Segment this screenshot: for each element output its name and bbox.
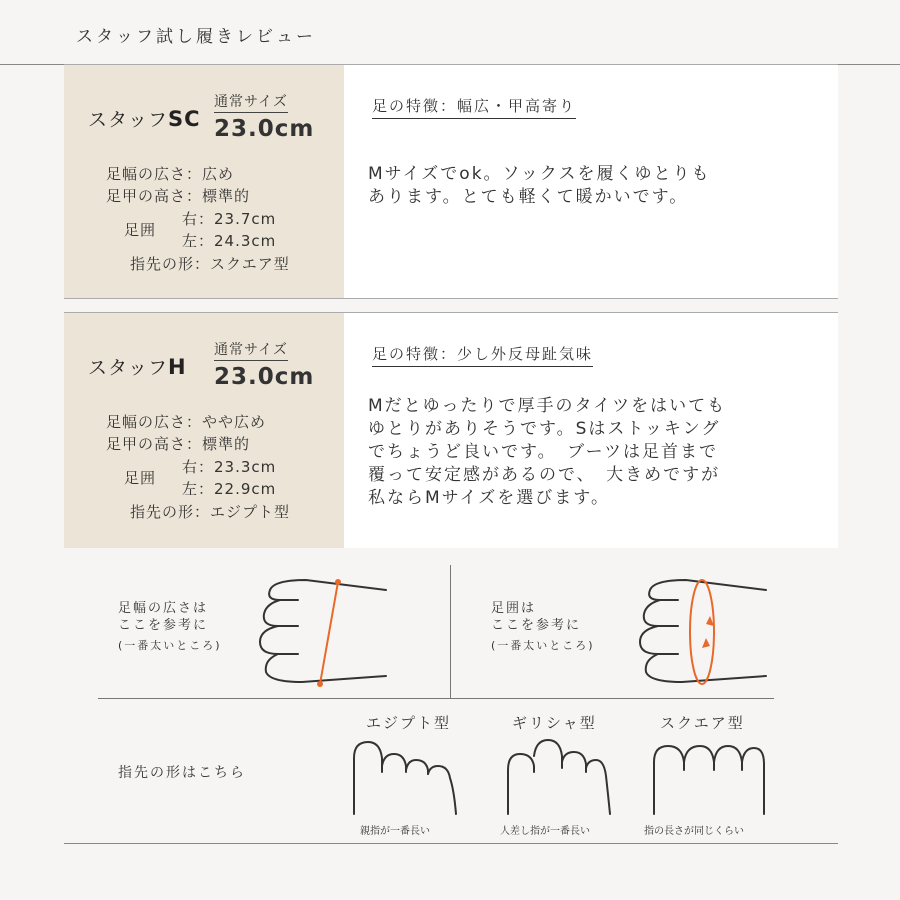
width-guide-line2: ここを参考に (118, 618, 209, 633)
toe-shape-label: 指先の形： (130, 255, 211, 273)
toe-shape-label: 指先の形： (130, 503, 211, 521)
staff-name-suffix: H (168, 355, 187, 379)
instep-height (106, 433, 250, 454)
review-comment: Mサイズでok。ソックスを履くゆとりも あります。とても軽くて暖かいです。 (368, 164, 711, 207)
toe-shape-value: エジプト型 (210, 503, 291, 521)
girth-guide-line1: 足囲は (491, 601, 537, 616)
usual-size-value: 23.0cm (214, 116, 315, 142)
foot-width (106, 411, 266, 432)
review-comment-panel (344, 65, 838, 298)
review-card-sc (64, 64, 838, 299)
foot-width-value: やや広め (202, 413, 267, 431)
girth-guide-note (491, 600, 595, 654)
shape-title-greek: ギリシャ型 (512, 714, 597, 732)
usual-size-label: 通常サイズ (214, 91, 288, 113)
instep-height-value: 標準的 (202, 187, 251, 205)
staff-name-prefix: スタッフ (88, 357, 169, 379)
shape-title-square: スクエア型 (660, 714, 745, 732)
shape-desc-greek: 人差し指が一番長い (500, 826, 590, 837)
girth-right: 右：23.7cm (182, 210, 277, 228)
girth-left: 左：22.9cm (182, 480, 277, 498)
width-guide-line1: 足幅の広さは (118, 601, 209, 616)
page-title: スタッフ試し履きレビュー (76, 27, 316, 47)
shape-title-egyptian: エジプト型 (366, 714, 452, 732)
guide-divider-vertical (450, 565, 451, 698)
staff-name-prefix: スタッフ (88, 109, 169, 131)
review-comment-panel (344, 313, 838, 548)
review-profile-panel (64, 313, 344, 548)
instep-height-value: 標準的 (202, 435, 251, 453)
staff-name (88, 353, 187, 380)
shape-desc-square: 指の長さが同じくらい (644, 826, 744, 837)
foot-width-label: 足幅の広さ： (106, 413, 203, 431)
greek-toe-icon (504, 736, 616, 818)
page-header (0, 0, 900, 65)
toe-guide-note: 指先の形はこちら (118, 765, 246, 781)
egyptian-toe-icon (350, 738, 462, 818)
square-toe-icon (650, 740, 768, 818)
review-profile-panel (64, 65, 344, 298)
guide-bottom-border (64, 843, 838, 844)
foot-feature: 足の特徴：幅広・甲高寄り (372, 95, 576, 119)
toe-shape (130, 501, 290, 522)
review-comment: Mだとゆったりで厚手のタイツをはいても ゆとりがありそうです。Sはストッキング でちょうど良いです。 ブーツは足首まで 覆って安定感があるので、 大きめですが 私ならMサイズを選びます。 (368, 396, 727, 508)
usual-size-value: 23.0cm (214, 364, 315, 390)
width-guide-note (118, 600, 222, 654)
width-guide-sub: (一番太いところ) (118, 639, 222, 652)
girth-label: 足囲 (124, 469, 157, 487)
instep-height (106, 185, 250, 206)
guide-divider-horizontal (98, 698, 774, 699)
girth-right: 右：23.3cm (182, 458, 277, 476)
staff-name-suffix: SC (168, 107, 201, 131)
instep-height-label: 足甲の高さ： (106, 187, 203, 205)
staff-name (88, 105, 201, 132)
girth-guide-sub: (一番太いところ) (491, 639, 595, 652)
foot-girth-illustration (622, 572, 772, 692)
foot-width-value: 広め (202, 165, 235, 183)
girth-left: 左：24.3cm (182, 232, 277, 250)
foot-feature: 足の特徴：少し外反母趾気味 (372, 343, 593, 367)
foot-width (106, 163, 234, 184)
usual-size-label: 通常サイズ (214, 339, 288, 361)
shape-desc-egyptian: 親指が一番長い (360, 826, 430, 837)
girth-label: 足囲 (124, 221, 157, 239)
instep-height-label: 足甲の高さ： (106, 435, 203, 453)
girth-guide-line2: ここを参考に (491, 618, 582, 633)
review-card-h (64, 312, 838, 549)
toe-shape-value: スクエア型 (210, 255, 290, 273)
foot-width-label: 足幅の広さ： (106, 165, 203, 183)
foot-width-illustration (246, 572, 396, 692)
toe-shape (130, 253, 290, 274)
